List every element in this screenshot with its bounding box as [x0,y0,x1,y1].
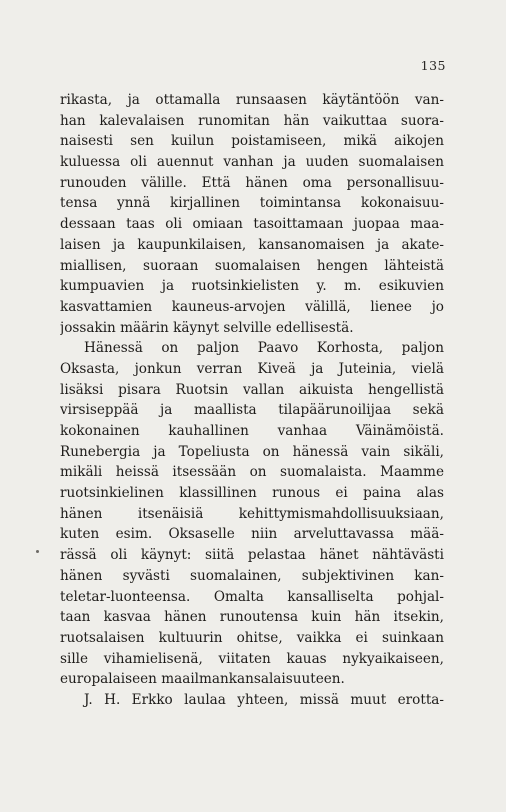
text-line: jossakin määrin käynyt selville edellisestä. [60,319,354,336]
text-line: Hänessä on paljon Paavo Korhosta, paljon [84,340,444,357]
text-line: ruotsinkielinen klassillinen runous ei paina alas [60,485,444,502]
text-line: europalaiseen maailmankansalaisuuteen. [60,671,345,688]
text-line: kokonainen kauhallinen vanhaa Väinämöistä. [60,423,444,439]
text-line: kuluessa oli auennut vanhan ja uuden suomalaisen [60,154,444,171]
text-line: ruotsalaisen kultuurin ohitse, vaikka ei suinkaan [60,629,444,646]
text-line: mikäli heissä itsessään on suomalaista. Maamme [60,464,444,481]
text-line: teletar-luonteensa. Omalta kansalliselta pohjal- [60,588,444,605]
text-line: virsiseppää ja maallista tilapäärunoilijaa sekä [60,402,444,419]
text-line: runouden välille. Että hänen oma personallisuu- [60,174,444,191]
text-line: dessaan taas oli omiaan tasoittamaan juopaa maa- [60,216,444,233]
text-line: Runebergia ja Topeliusta on hänessä vain sikäli, [60,443,444,460]
text-line: kumpuavien ja ruotsinkielisten y. m. esikuvien [60,278,444,295]
margin-speck [36,550,39,553]
text-line: hänen itsenäisiä kehittymismahdollisuuksiaan, [60,505,444,522]
text-line: kasvattamien kauneus-arvojen välillä, lienee jo [60,298,444,315]
body-text [60,90,444,711]
text-line: hänen syvästi suomalainen, subjektivinen kan- [60,567,444,584]
text-line: sille vihamielisenä, viitaten kauas nykyaikaiseen, [60,650,444,667]
text-line: tensa ynnä kirjallinen toimintansa kokonaisuu- [60,195,444,212]
text-line: Oksasta, jonkun verran Kiveä ja Juteinia, vielä [60,360,444,377]
text-line: han kalevalaisen runomitan hän vaikuttaa suora- [60,112,444,129]
text-line: taan kasvaa hänen runoutensa kuin hän itsekin, [60,609,444,626]
text-line: miallisen, suoraan suomalaisen hengen lähteistä [60,257,444,274]
text-line: J. H. Erkko laulaa yhteen, missä muut erotta- [84,691,444,708]
text-line: laisen ja kaupunkilaisen, kansanomaisen ja akate- [60,236,444,253]
text-line: kuten esim. Oksaselle niin arveluttavassa mää- [60,526,444,543]
page-number: 135 [420,58,446,73]
text-line: rikasta, ja ottamalla runsaasen käytäntöön van- [60,92,444,108]
text-line: lisäksi pisara Ruotsin vallan aikuista hengellistä [60,381,444,398]
text-line: naisesti sen kuilun poistamiseen, mikä aikojen [60,133,444,150]
text-line: rässä oli käynyt: siitä pelastaa hänet nähtävästi [60,547,444,564]
